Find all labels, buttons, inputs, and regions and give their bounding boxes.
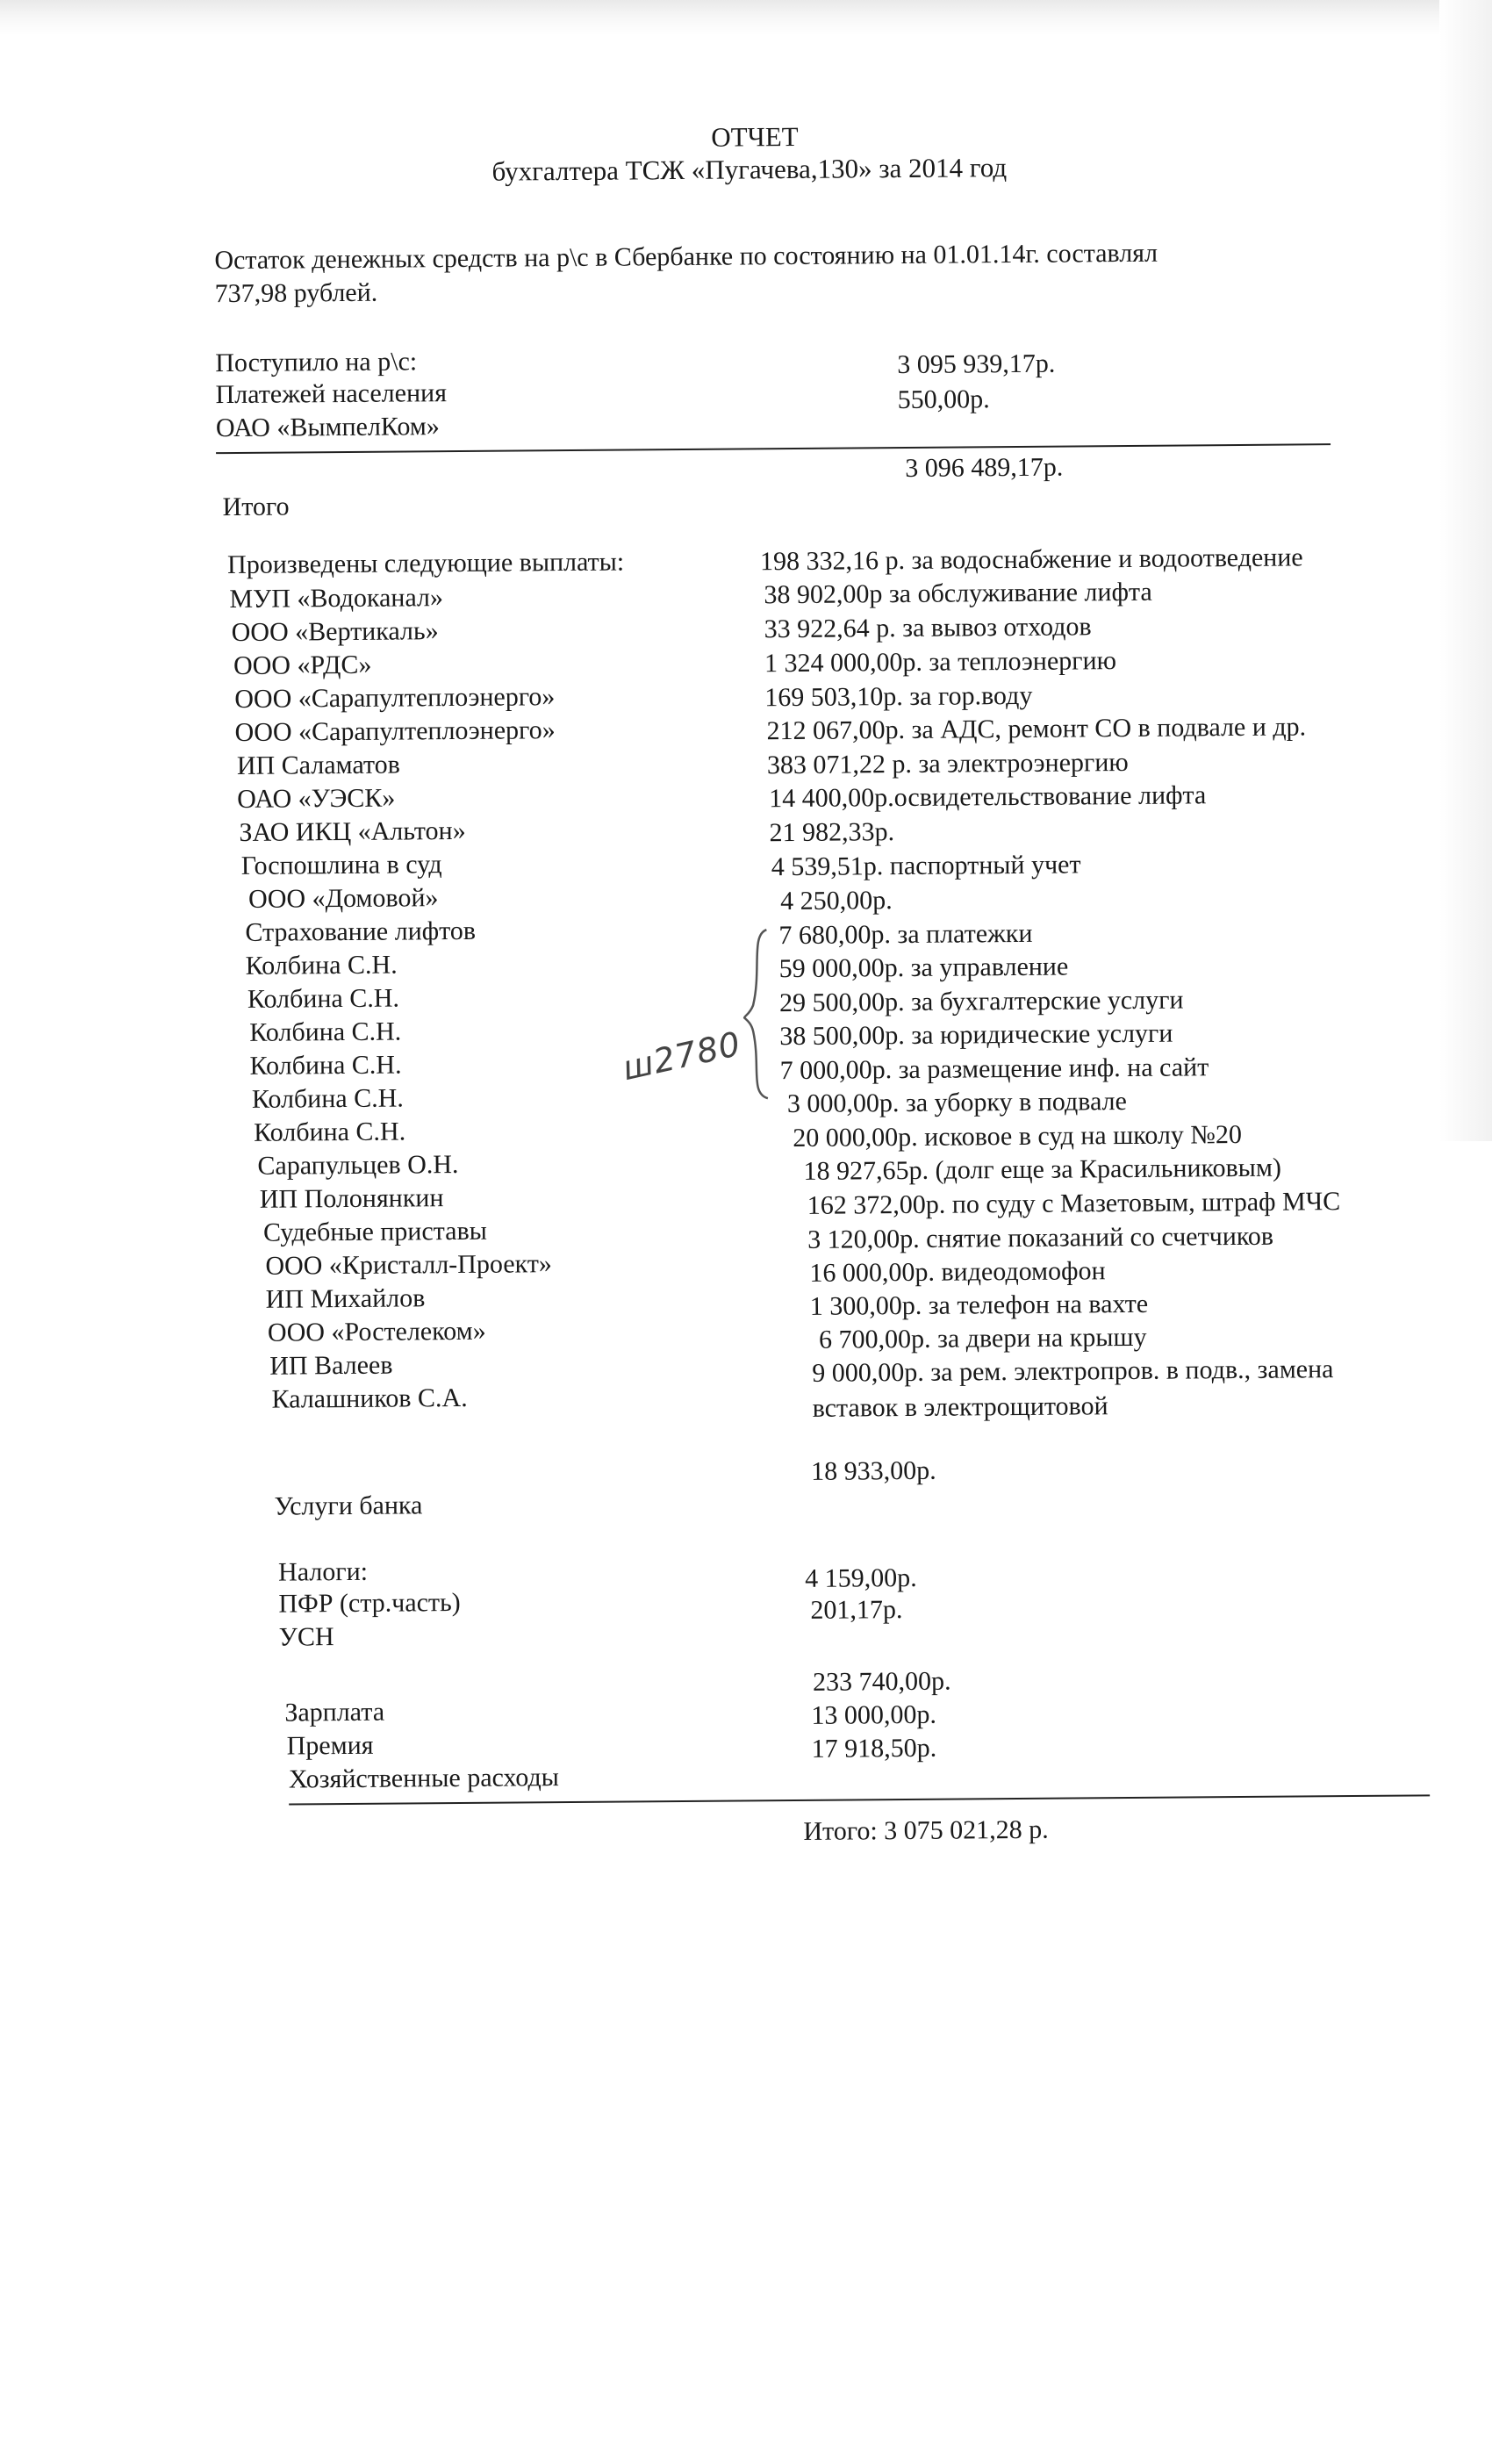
document-title: ОТЧЕТ: [711, 120, 799, 153]
income-label: ОАО «ВымпелКом»: [215, 412, 440, 443]
payee: ООО «РДС»: [233, 650, 372, 680]
curly-brace-mark: [742, 926, 773, 1102]
payee: ООО «Домовой»: [247, 883, 439, 914]
taxes-heading: Налоги:: [277, 1556, 369, 1587]
document-subtitle: бухгалтера ТСЖ «Пугачева,130» за 2014 год: [491, 152, 1008, 187]
tax-amount: 4 159,00р.: [805, 1562, 917, 1593]
payee: ЗАО ИКЦ «Альтон»: [239, 815, 466, 847]
payment-amount: 1 300,00р. за телефон на вахте: [809, 1289, 1149, 1321]
payee: Сарапульцев О.Н.: [257, 1150, 459, 1181]
payee: ООО «Сарапултеплоэнерго»: [234, 682, 556, 714]
opening-balance-line1: Остаток денежных средств на р\с в Сбербанке по состоянию на 01.01.14г. составлял: [214, 238, 1158, 276]
payment-amount: 162 372,00р. по суду с Мазетовым, штраф МЧС: [807, 1187, 1341, 1220]
payee: Страхование лифтов: [245, 916, 477, 947]
payment-amount: 4 539,51р. паспортный учет: [771, 850, 1081, 882]
payee: ИП Саламатов: [236, 750, 400, 780]
bank-amount: 18 933,00р.: [811, 1455, 936, 1486]
opening-balance-line2: 737,98 рублей.: [214, 277, 378, 309]
payment-amount: 9 000,00р. за рем. электропров. в подв., замена: [812, 1354, 1334, 1388]
payment-amount: 383 071,22 р. за электроэнергию: [766, 747, 1129, 780]
payee: Судебные приставы: [262, 1216, 487, 1247]
payee: МУП «Водоканал»: [229, 583, 444, 614]
payment-amount: 16 000,00р. видеодомофон: [809, 1256, 1106, 1288]
payment-amount: 18 927,65р. (долг еще за Красильниковым): [803, 1153, 1281, 1186]
grand-total: Итого: 3 075 021,28 р.: [803, 1814, 1049, 1846]
payment-amount: 169 503,10р. за гор.воду: [764, 680, 1033, 713]
payee: Колбина С.Н.: [245, 950, 398, 981]
bank-label: Услуги банка: [274, 1491, 423, 1521]
payee: Колбина С.Н.: [249, 1050, 402, 1081]
handwritten-note: ш2780: [619, 1024, 745, 1088]
payee: ИП Валеев: [269, 1350, 393, 1381]
payment-continuation: вставок в электрощитовой: [812, 1391, 1108, 1423]
income-divider: [216, 443, 1331, 454]
payment-amount: 38 902,00р за обслуживание лифта: [764, 577, 1152, 610]
payee: ИП Полонянкин: [259, 1183, 444, 1214]
payee: ООО «Кристалл-Проект»: [265, 1249, 552, 1281]
payee: Госпошлина в суд: [240, 850, 442, 880]
salary-amount: 233 740,00р.: [812, 1666, 951, 1697]
payment-amount: 1 324 000,00р. за теплоэнергию: [764, 646, 1117, 679]
payment-amount: 3 120,00р. снятие показаний со счетчиков: [807, 1221, 1274, 1254]
payment-amount: 14 400,00р.освидетельствование лифта: [769, 780, 1207, 814]
payee: ИП Михайлов: [265, 1283, 426, 1314]
payment-amount: 21 982,33р.: [769, 817, 895, 848]
payee: Колбина С.Н.: [254, 1117, 406, 1147]
tax-label: УСН: [278, 1622, 334, 1652]
payment-amount: 4 250,00р.: [779, 886, 893, 916]
payment-amount: 212 067,00р. за АДС, ремонт СО в подвале и др.: [766, 712, 1307, 746]
tax-label: ПФР (стр.часть): [278, 1588, 461, 1619]
payment-amount: 7 000,00р. за размещение инф. на сайт: [779, 1052, 1209, 1086]
payee: Колбина С.Н.: [251, 1083, 404, 1114]
payee: ОАО «УЭСК»: [237, 783, 396, 814]
payee: ООО «Сарапултеплоэнерго»: [234, 715, 556, 747]
income-amount: 550,00р.: [897, 384, 990, 415]
total-divider: [289, 1794, 1430, 1805]
income-total-label: Итого: [222, 492, 290, 522]
payee: Калашников С.А.: [271, 1383, 468, 1414]
income-total-amount: 3 096 489,17р.: [905, 452, 1064, 483]
payment-amount: 198 332,16 р. за водоснабжение и водоотведение: [759, 542, 1303, 577]
payments-heading: Произведены следующие выплаты:: [226, 547, 625, 580]
payment-amount: 38 500,00р. за юридические услуги: [779, 1018, 1173, 1052]
household-label: Хозяйственные расходы: [288, 1763, 560, 1794]
payment-amount: 3 000,00р. за уборку в подвале: [786, 1087, 1128, 1119]
income-amount: 3 095 939,17р.: [897, 348, 1056, 380]
tax-amount: 201,17р.: [810, 1595, 903, 1625]
payment-amount: 6 700,00р. за двери на крышу: [818, 1322, 1147, 1354]
payment-amount: 20 000,00р. исковое в суд на школу №20: [793, 1119, 1243, 1153]
salary-label: Зарплата: [284, 1697, 385, 1728]
household-amount: 17 918,50р.: [811, 1733, 937, 1764]
payment-amount: 59 000,00р. за управление: [778, 952, 1069, 984]
payment-amount: 7 680,00р. за платежки: [778, 918, 1033, 951]
payment-amount: 33 922,64 р. за вывоз отходов: [764, 612, 1092, 644]
payee: ООО «Вертикаль»: [231, 616, 439, 648]
payee: Колбина С.Н.: [249, 1016, 402, 1047]
bonus-amount: 13 000,00р.: [811, 1699, 937, 1730]
payee: Колбина С.Н.: [247, 983, 400, 1014]
payee: ООО «Ростелеком»: [267, 1316, 486, 1347]
income-label: Платежей населения: [215, 378, 448, 410]
bonus-label: Премия: [286, 1730, 374, 1761]
income-heading: Поступило на р\с:: [215, 347, 418, 378]
payment-amount: 29 500,00р. за бухгалтерские услуги: [778, 985, 1184, 1018]
